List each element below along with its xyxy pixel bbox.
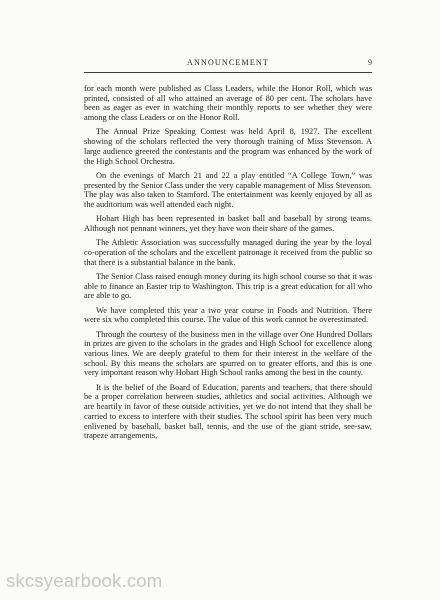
site-watermark: skcsyearbook.com bbox=[6, 570, 163, 591]
header-title: ANNOUNCEMENT bbox=[187, 58, 269, 67]
paragraph-prize-speaking: The Annual Prize Speaking Contest was held April 8, 1927. The excellent showing of the scholars reflected the very thorough training of Miss Stevenson. A large audience greeted the contestants and the program was enhanced by the work of the High School Orchestra. bbox=[84, 127, 372, 166]
paragraph-senior-play: On the evenings of March 21 and 22 a play entitled “A College Town,” was presented by the Senior Class under the very capable management of Miss Stevenson. The play was also taken to Stamford. The entertainment was keenly enjoyed by all as the auditorium was well attended each night. bbox=[84, 170, 372, 209]
paragraph-athletic-association: The Athletic Association was successfully managed during the year by the loyal co-operation of the scholars and the excellent patronage it received from the public so that there is a substantial balance in the bank. bbox=[84, 238, 372, 267]
paragraph-board-belief: It is the belief of the Board of Education, parents and teachers, that there should be a proper correlation between studies, athletics and social activities. Although we are heartily in favor of these outside activities, yet we do not intend that they shall be carried to excess to interfere with their studies. The school spirit has been very much enlivened by baseball, basket ball, tennis, and the use of the giant stride, see-saw, trapeze arrangements, bbox=[84, 382, 372, 441]
page-header bbox=[84, 58, 372, 73]
paragraph-foods-course: We have completed this year a two year course in Foods and Nutrition. There were six who completed this course. The value of this work cannot be overestimated. bbox=[84, 305, 372, 325]
page-number: 9 bbox=[368, 58, 372, 67]
paragraph-senior-trip: The Senior Class raised enough money during its high school course so that it was able to finance an Easter trip to Washington. This trip is a great education for all who are able to go. bbox=[84, 271, 372, 301]
paragraph-prizes: Through the courtesy of the business men in the village over One Hundred Dollars in prizes are given to the scholars in the grades and High School for excellence along various lines. We are deeply grateful to them for their interest in the welfare of the school. By this means the scholars are spurred on to greater efforts, and this is one very important reason why Hobart High School ranks among the best in the county. bbox=[84, 329, 372, 378]
paragraph-sports: Hobart High has been represented in basket ball and baseball by strong teams. Although not pennant winners, yet they have won their share of the games. bbox=[84, 214, 372, 233]
article-body bbox=[84, 84, 372, 446]
paragraph-honor-roll: for each month were published as Class Leaders, while the Honor Roll, which was printed, consisted of all who attained an average of 80 per cent. The scholars have been as eager as ever in watching their monthly reports to see whether they were among the class Leaders or on the Honor Roll. bbox=[84, 84, 372, 123]
